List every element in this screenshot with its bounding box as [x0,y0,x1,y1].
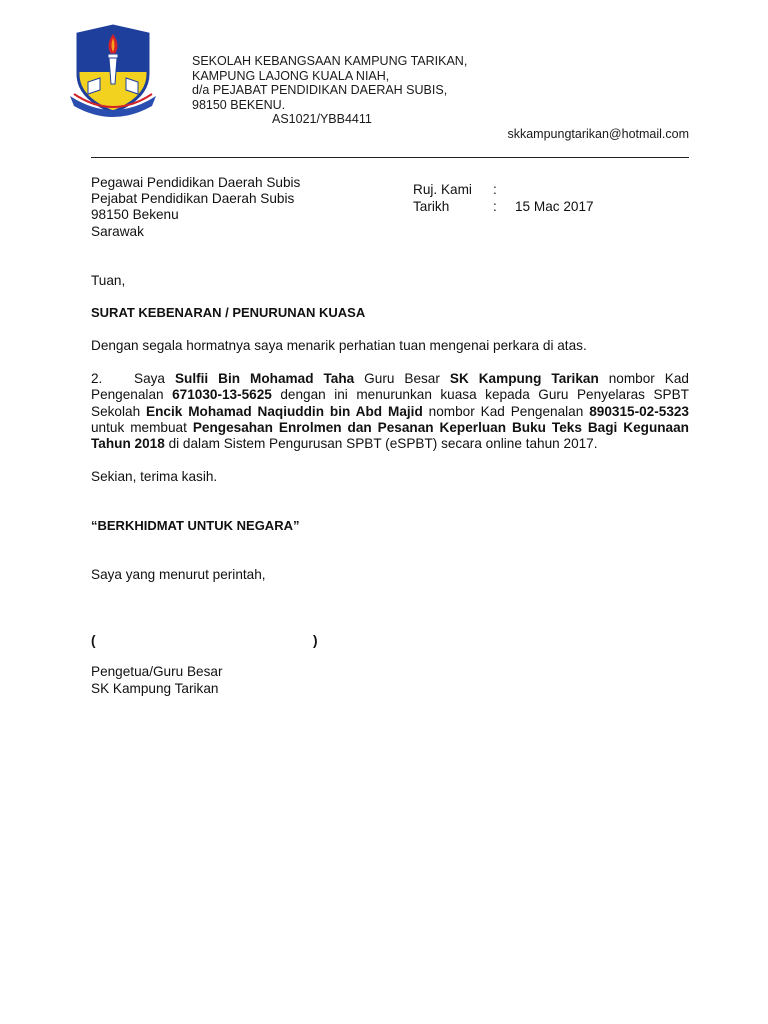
reference-block [413,182,594,215]
signature-open-bracket: ( [91,633,96,648]
para-text: Guru Besar [354,371,450,386]
signer-block [91,664,689,697]
yours-faithfully: Saya yang menurut perintah, [91,567,266,582]
paragraph-number: 2. [91,371,103,386]
ruj-colon: : [493,182,497,197]
coordinator-name: Encik Mohamad Naqiuddin bin Abd Majid [146,403,423,419]
recipient-line: Pegawai Pendidikan Daerah Subis [91,175,301,190]
principal-name: Sulfii Bin Mohamad Taha [174,371,355,386]
reference-row [413,182,594,199]
para-text: di dalam Sistem Pengurusan SPBT (eSPBT) secara online tahun 2017. [164,436,598,452]
para-text: nombor Kad Pengenalan [91,371,689,403]
task-description: Pengesahan Enrolmen dan Pesanan Keperluan Buku Teks Bagi Kegunaan Tahun 2018 [91,419,689,452]
school-email: skkampungtarikan@hotmail.com [507,127,689,141]
school-postcode-line: 98150 BEKENU. [192,97,286,112]
recipient-line: 98150 Bekenu [91,207,179,223]
letterhead-divider [91,157,689,158]
recipient-line: Sarawak [91,223,144,239]
signer-title: Pengetua/Guru Besar [91,664,223,679]
recipient-address [91,175,300,240]
principal-ic: 671030-13-5625 [172,387,272,403]
signer-school: SK Kampung Tarikan [91,680,219,696]
letter-subject: SURAT KEBENARAN / PENURUNAN KUASA [91,305,366,320]
ruj-label: Ruj. Kami [413,182,472,197]
para-text: nombor Kad Pengenalan [422,403,590,419]
recipient-line: Pejabat Pendidikan Daerah Subis [91,191,295,207]
school-address-line: d/a PEJABAT PENDIDIKAN DAERAH SUBIS, [192,83,448,97]
salutation: Tuan, [91,273,126,288]
letterhead-address [192,54,467,127]
paragraph-2 [91,371,689,452]
signature-close-bracket: ) [313,633,318,648]
school-code: AS1021/YBB4411 [272,112,372,126]
opening-paragraph: Dengan segala hormatnya saya menarik perhatian tuan mengenai perkara di atas. [91,338,587,353]
tarikh-label: Tarikh [413,198,450,214]
para-text: Saya [134,371,175,386]
school-name: SK Kampung Tarikan [449,371,599,386]
closing-line: Sekian, terima kasih. [91,469,218,484]
tarikh-value: 15 Mac 2017 [515,198,594,214]
coordinator-ic: 890315-02-5323 [589,403,689,419]
school-name-line: SEKOLAH KEBANGSAAN KAMPUNG TARIKAN, [192,54,468,68]
para-text: dengan ini menurunkan kuasa kepada Guru Penyelaras SPBT Sekolah [91,387,689,419]
date-row [413,199,594,216]
school-address-line: KAMPUNG LAJONG KUALA NIAH, [192,68,390,83]
tarikh-colon: : [493,198,497,214]
school-crest-icon [70,24,156,120]
para-text: untuk membuat [91,419,193,435]
motto: “BERKHIDMAT UNTUK NEGARA” [91,518,300,533]
